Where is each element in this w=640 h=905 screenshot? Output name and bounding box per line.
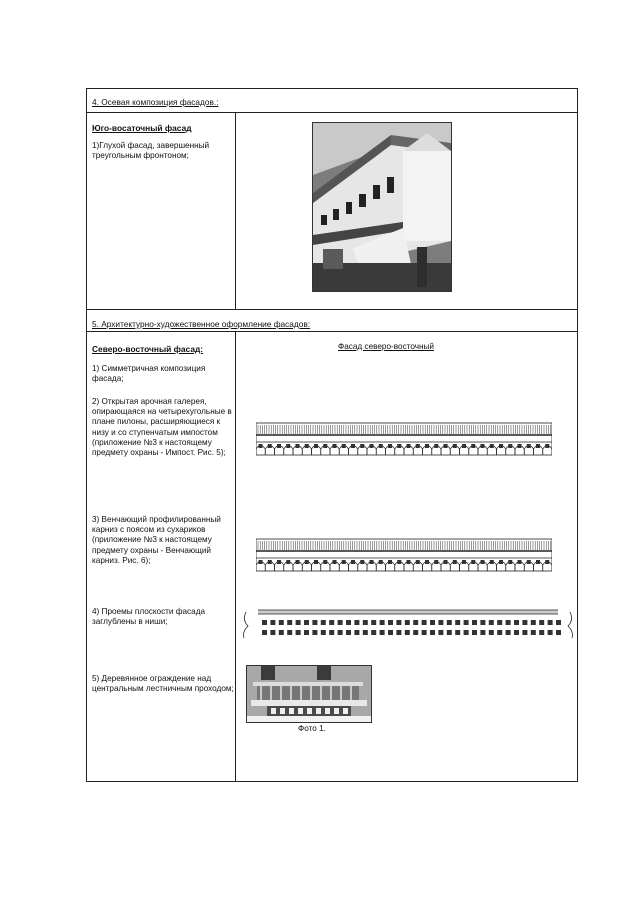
railing-photo xyxy=(246,665,372,723)
section-4-item-1: 1)Глухой фасад, завершенный треугольным фронтоном; xyxy=(92,141,210,161)
facade-drawing-arcade xyxy=(256,422,552,456)
photo-1-caption: Фото 1. xyxy=(298,724,326,733)
section-5-item-3: 3) Венчающий профилированный карниз с поясом из сухариков (приложение №3 к настоящему предмету охраны - Венчающий карниз. Рис. 6); xyxy=(92,515,221,565)
row-divider xyxy=(86,112,578,113)
section-5-item-5: 5) Деревянное ограждение над центральным лестничным проходом; xyxy=(92,674,234,694)
row-divider xyxy=(86,331,578,332)
southeast-facade-photo xyxy=(312,122,452,292)
document-table xyxy=(86,88,578,782)
facade-drawing-niches xyxy=(240,604,576,640)
column-divider xyxy=(235,112,236,309)
section-4-left-cell xyxy=(92,123,234,162)
section-5-left-cell xyxy=(92,344,234,354)
facade-drawing-caption: Фасад северо-восточный xyxy=(338,342,434,351)
section-4-title: 4. Осевая композиция фасадов.: xyxy=(92,97,219,107)
section-5-item-4: 4) Проемы плоскости фасада заглублены в ниши; xyxy=(92,607,206,627)
facade-drawing-cornice xyxy=(256,538,552,572)
section-5-title: 5. Архитектурно-художественное оформление фасадов: xyxy=(92,319,311,329)
column-divider xyxy=(235,331,236,781)
section-5-heading: Северо-восточный фасад: xyxy=(92,344,204,354)
section-5-item-1: 1) Симметричная композиция фасада; xyxy=(92,364,206,384)
section-5-item-2: 2) Открытая арочная галерея, опирающаяся на четырехугольные в плане пилоны, расширяющиеся к низу и со ступенчатым импостом (приложение №3 к настоящему предмету охраны - Импост. Рис. 5); xyxy=(92,397,232,458)
row-divider xyxy=(86,309,578,310)
section-4-heading: Юго-восаточный фасад xyxy=(92,123,192,133)
